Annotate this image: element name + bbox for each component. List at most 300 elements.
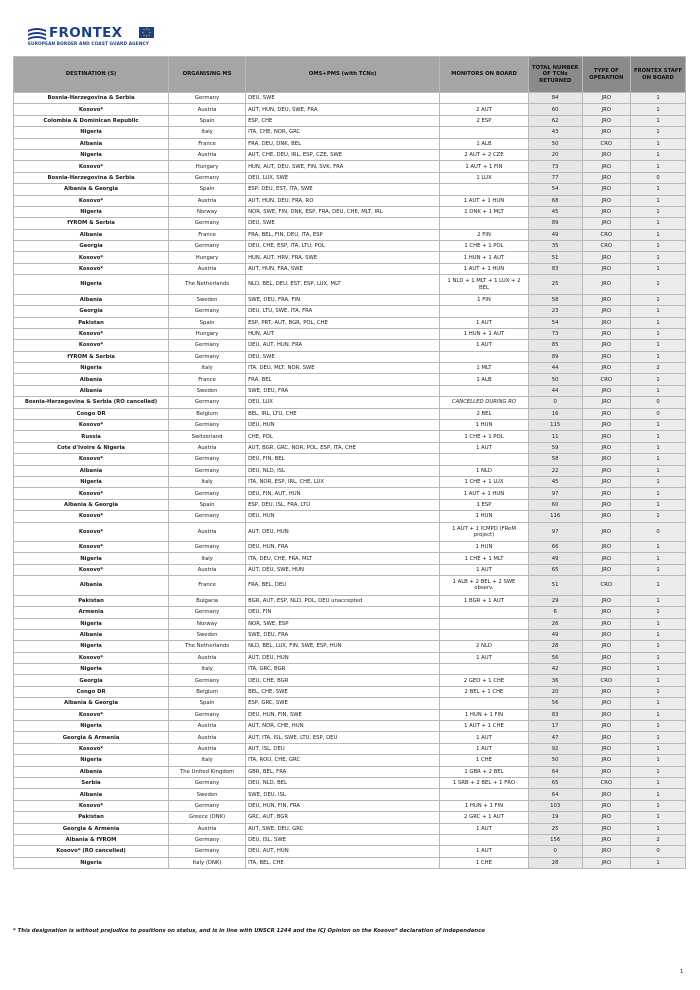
total-returned-cell: 116 xyxy=(528,511,582,522)
organising-ms-cell: Austria xyxy=(169,721,246,732)
organising-ms-cell: Germany xyxy=(169,241,246,252)
frontex-staff-cell: 1 xyxy=(631,294,686,305)
frontex-staff-cell: 1 xyxy=(631,127,686,138)
frontex-staff-cell: 1 xyxy=(631,263,686,274)
organising-ms-cell: Germany xyxy=(169,607,246,618)
monitors-cell: 2 NLD xyxy=(440,641,529,652)
oms-pms-cell: AUT, ISL, DEU xyxy=(246,743,440,754)
total-returned-cell: 65 xyxy=(528,564,582,575)
oms-pms-cell: ITA, ROU, CHE, GRC xyxy=(246,755,440,766)
destination-cell: Kosovo* xyxy=(14,800,169,811)
total-returned-cell: 97 xyxy=(528,488,582,499)
organising-ms-cell: Norway xyxy=(169,618,246,629)
destination-cell: Albania xyxy=(14,374,169,385)
table-row xyxy=(14,846,686,857)
monitors-cell: 1 AUT + 1 HUN xyxy=(440,195,529,206)
destination-cell: Georgia xyxy=(14,241,169,252)
type-of-operation-cell: JRO xyxy=(582,477,631,488)
organising-ms-cell: Sweden xyxy=(169,789,246,800)
type-of-operation-cell: JRO xyxy=(582,664,631,675)
frontex-staff-cell: 1 xyxy=(631,275,686,295)
table-row xyxy=(14,576,686,596)
monitors-cell: 1 HUN + 1 AUT xyxy=(440,328,529,339)
oms-pms-cell: SWE, DEU, FRA xyxy=(246,385,440,396)
type-of-operation-cell: JRO xyxy=(582,743,631,754)
table-row xyxy=(14,374,686,385)
type-of-operation-cell: JRO xyxy=(582,104,631,115)
type-of-operation-cell: JRO xyxy=(582,511,631,522)
table-row xyxy=(14,317,686,328)
monitors-cell: 1 CHE + 1 LUX xyxy=(440,477,529,488)
table-row xyxy=(14,104,686,115)
organising-ms-cell: Germany xyxy=(169,172,246,183)
frontex-staff-cell: 1 xyxy=(631,431,686,442)
oms-pms-cell: DEU, FIN, AUT, HUN xyxy=(246,488,440,499)
organising-ms-cell: Germany xyxy=(169,542,246,553)
oms-pms-cell: DEU, SWE xyxy=(246,218,440,229)
table-row xyxy=(14,766,686,777)
table-row xyxy=(14,442,686,453)
destination-cell: Kosovo* xyxy=(14,709,169,720)
frontex-staff-cell: 1 xyxy=(631,755,686,766)
table-row xyxy=(14,138,686,149)
destination-cell: Nigeria xyxy=(14,641,169,652)
total-returned-cell: 85 xyxy=(528,340,582,351)
oms-pms-cell: ESP, CHE xyxy=(246,115,440,126)
total-returned-cell: 65 xyxy=(528,777,582,788)
oms-pms-cell: ITA, CHE, NOR, GRC xyxy=(246,127,440,138)
table-row xyxy=(14,777,686,788)
frontex-staff-cell: 2 xyxy=(631,363,686,374)
table-row xyxy=(14,363,686,374)
table-row xyxy=(14,686,686,697)
table-row xyxy=(14,431,686,442)
total-returned-cell: 44 xyxy=(528,385,582,396)
total-returned-cell: 56 xyxy=(528,698,582,709)
oms-pms-cell: DEU, AUT, HUN xyxy=(246,846,440,857)
organising-ms-cell: Germany xyxy=(169,351,246,362)
frontex-staff-cell: 1 xyxy=(631,686,686,697)
type-of-operation-cell: JRO xyxy=(582,732,631,743)
oms-pms-cell: AUT, HUN, DEU, SWE, FRA xyxy=(246,104,440,115)
type-of-operation-cell: JRO xyxy=(582,522,631,542)
destination-cell: Congo DR xyxy=(14,686,169,697)
type-of-operation-cell: JRO xyxy=(582,629,631,640)
table-row xyxy=(14,263,686,274)
monitors-cell: 1 HUN + 1 FIN xyxy=(440,709,529,720)
frontex-staff-cell: 1 xyxy=(631,823,686,834)
total-returned-cell: 92 xyxy=(528,743,582,754)
organising-ms-cell: Hungary xyxy=(169,161,246,172)
destination-cell: Nigeria xyxy=(14,857,169,868)
organising-ms-cell: Germany xyxy=(169,454,246,465)
oms-pms-cell: GRC, AUT, BGR xyxy=(246,812,440,823)
oms-pms-cell: DEU, LTU, SWE, ITA, FRA xyxy=(246,306,440,317)
table-row xyxy=(14,351,686,362)
frontex-staff-cell: 1 xyxy=(631,351,686,362)
oms-pms-cell: AUT, HUN, DEU, FRA, RO xyxy=(246,195,440,206)
type-of-operation-cell: JRO xyxy=(582,834,631,845)
type-of-operation-cell: JRO xyxy=(582,698,631,709)
oms-pms-cell: AUT, HUN, FRA, SWE xyxy=(246,263,440,274)
total-returned-cell: 51 xyxy=(528,252,582,263)
table-row xyxy=(14,477,686,488)
type-of-operation-cell: JRO xyxy=(582,823,631,834)
total-returned-cell: 97 xyxy=(528,522,582,542)
total-returned-cell: 50 xyxy=(528,138,582,149)
total-returned-cell: 49 xyxy=(528,553,582,564)
frontex-staff-cell: 0 xyxy=(631,408,686,419)
total-returned-cell: 45 xyxy=(528,206,582,217)
return-operations-table xyxy=(13,56,686,869)
organising-ms-cell: Greece (DNK) xyxy=(169,812,246,823)
oms-pms-cell: AUT, DEU, HUN xyxy=(246,522,440,542)
table-row xyxy=(14,161,686,172)
monitors-cell xyxy=(440,618,529,629)
organising-ms-cell: Belgium xyxy=(169,408,246,419)
type-of-operation-cell: JRO xyxy=(582,93,631,104)
oms-pms-cell: FRA, BEL, FIN, DEU, ITA, ESP xyxy=(246,229,440,240)
total-returned-cell: 28 xyxy=(528,641,582,652)
destination-cell: Kosovo* xyxy=(14,340,169,351)
table-row xyxy=(14,664,686,675)
type-of-operation-cell: JRO xyxy=(582,618,631,629)
frontex-staff-cell: 1 xyxy=(631,149,686,160)
destination-cell: Albania & Georgia xyxy=(14,499,169,510)
destination-cell: Nigeria xyxy=(14,755,169,766)
header-oms-pms: OMS+PMS (with TCNs) xyxy=(246,57,440,93)
monitors-cell: 1 CHE + 1 POL xyxy=(440,431,529,442)
oms-pms-cell: HUN, AUT, DEU, SWE, FIN, SVK, FRA xyxy=(246,161,440,172)
destination-cell: fYROM & Serbia xyxy=(14,351,169,362)
total-returned-cell: 66 xyxy=(528,542,582,553)
monitors-cell: 1 AUT xyxy=(440,317,529,328)
oms-pms-cell: AUT, CHE, DEU, IRL, ESP, CZE, SWE xyxy=(246,149,440,160)
frontex-staff-cell: 1 xyxy=(631,618,686,629)
monitors-cell xyxy=(440,351,529,362)
type-of-operation-cell: JRO xyxy=(582,351,631,362)
type-of-operation-cell: JRO xyxy=(582,499,631,510)
oms-pms-cell: SWE, DEU, FRA xyxy=(246,629,440,640)
page-number: 1 xyxy=(680,969,684,975)
frontex-staff-cell: 1 xyxy=(631,576,686,596)
oms-pms-cell: AUT, DEU, HUN xyxy=(246,652,440,663)
destination-cell: Georgia & Armenia xyxy=(14,823,169,834)
table-row xyxy=(14,408,686,419)
total-returned-cell: 17 xyxy=(528,721,582,732)
oms-pms-cell: DEU, HUN, FIN, SWE xyxy=(246,709,440,720)
table-row xyxy=(14,340,686,351)
table-row xyxy=(14,184,686,195)
monitors-cell: 1 HUN xyxy=(440,542,529,553)
table-row xyxy=(14,542,686,553)
frontex-staff-cell: 1 xyxy=(631,564,686,575)
frontex-staff-cell: 1 xyxy=(631,766,686,777)
type-of-operation-cell: JRO xyxy=(582,218,631,229)
monitors-cell: 1 HUN xyxy=(440,420,529,431)
oms-pms-cell: GBR, BEL, FRA xyxy=(246,766,440,777)
frontex-staff-cell: 1 xyxy=(631,138,686,149)
table-header-row xyxy=(14,57,686,93)
organising-ms-cell: Bulgaria xyxy=(169,595,246,606)
organising-ms-cell: Austria xyxy=(169,743,246,754)
organising-ms-cell: Germany xyxy=(169,675,246,686)
type-of-operation-cell: JRO xyxy=(582,275,631,295)
monitors-cell: 1 FIN xyxy=(440,294,529,305)
destination-cell: fYROM & Serbia xyxy=(14,218,169,229)
destination-cell: Kosovo* xyxy=(14,542,169,553)
oms-pms-cell: AUT, SWE, DEU, GRC xyxy=(246,823,440,834)
oms-pms-cell: ITA, GRC, BGR xyxy=(246,664,440,675)
monitors-cell: 1 AUT xyxy=(440,743,529,754)
organising-ms-cell: Spain xyxy=(169,115,246,126)
destination-cell: Nigeria xyxy=(14,206,169,217)
type-of-operation-cell: JRO xyxy=(582,206,631,217)
table-row xyxy=(14,306,686,317)
destination-cell: Bosnia-Herzegovina & Serbia xyxy=(14,172,169,183)
monitors-cell: 1 AUT xyxy=(440,823,529,834)
organising-ms-cell: Norway xyxy=(169,206,246,217)
organising-ms-cell: Germany xyxy=(169,511,246,522)
oms-pms-cell: DEU, FIN xyxy=(246,607,440,618)
frontex-staff-cell: 1 xyxy=(631,374,686,385)
monitors-cell: 1 SRB + 2 BEL + 1 FRO xyxy=(440,777,529,788)
table-row xyxy=(14,823,686,834)
table-row xyxy=(14,553,686,564)
frontex-staff-cell: 1 xyxy=(631,698,686,709)
total-returned-cell: 22 xyxy=(528,465,582,476)
destination-cell: Armenia xyxy=(14,607,169,618)
frontex-staff-cell: 1 xyxy=(631,542,686,553)
type-of-operation-cell: JRO xyxy=(582,553,631,564)
organising-ms-cell: Italy (DNK) xyxy=(169,857,246,868)
type-of-operation-cell: JRO xyxy=(582,328,631,339)
monitors-cell xyxy=(440,385,529,396)
destination-cell: Nigeria xyxy=(14,363,169,374)
total-returned-cell: 11 xyxy=(528,431,582,442)
frontex-staff-cell: 1 xyxy=(631,184,686,195)
organising-ms-cell: Austria xyxy=(169,104,246,115)
monitors-cell xyxy=(440,184,529,195)
frontex-staff-cell: 1 xyxy=(631,93,686,104)
organising-ms-cell: Hungary xyxy=(169,328,246,339)
destination-cell: Colombia & Dominican Republic xyxy=(14,115,169,126)
destination-cell: Albania xyxy=(14,385,169,396)
monitors-cell: 1 AUT + 1 FIN xyxy=(440,161,529,172)
type-of-operation-cell: JRO xyxy=(582,184,631,195)
oms-pms-cell: FRA, DEU, DNK, BEL xyxy=(246,138,440,149)
frontex-staff-cell: 1 xyxy=(631,385,686,396)
organising-ms-cell: Germany xyxy=(169,340,246,351)
destination-cell: Kosovo* xyxy=(14,263,169,274)
type-of-operation-cell: JRO xyxy=(582,195,631,206)
destination-cell: Nigeria xyxy=(14,127,169,138)
monitors-cell xyxy=(440,629,529,640)
oms-pms-cell: DEU, CHE, ESP, ITA, LTU, POL xyxy=(246,241,440,252)
frontex-staff-cell: 1 xyxy=(631,857,686,868)
table-row xyxy=(14,522,686,542)
monitors-cell: CANCELLED DURING RO xyxy=(440,397,529,408)
table-row xyxy=(14,595,686,606)
frontex-staff-cell: 1 xyxy=(631,553,686,564)
monitors-cell xyxy=(440,93,529,104)
type-of-operation-cell: JRO xyxy=(582,652,631,663)
type-of-operation-cell: JRO xyxy=(582,408,631,419)
table-row xyxy=(14,420,686,431)
organising-ms-cell: The Netherlands xyxy=(169,641,246,652)
table-row xyxy=(14,206,686,217)
table-row xyxy=(14,743,686,754)
destination-cell: Albania xyxy=(14,294,169,305)
table-row xyxy=(14,195,686,206)
destination-cell: Kosovo* xyxy=(14,652,169,663)
monitors-cell xyxy=(440,664,529,675)
frontex-logo xyxy=(28,27,152,49)
destination-cell: Nigeria xyxy=(14,553,169,564)
oms-pms-cell: HUN, AUT xyxy=(246,328,440,339)
header-type-of-operation: TYPE OF OPERATION xyxy=(582,57,631,93)
frontex-emblem-icon xyxy=(28,27,46,41)
total-returned-cell: 54 xyxy=(528,184,582,195)
type-of-operation-cell: CRO xyxy=(582,576,631,596)
frontex-staff-cell: 2 xyxy=(631,834,686,845)
monitors-cell: 1 AUT xyxy=(440,732,529,743)
oms-pms-cell: BEL, CHE, SWE xyxy=(246,686,440,697)
monitors-cell: 2 GRC + 1 AUT xyxy=(440,812,529,823)
type-of-operation-cell: JRO xyxy=(582,263,631,274)
total-returned-cell: 29 xyxy=(528,595,582,606)
destination-cell: Kosovo* xyxy=(14,195,169,206)
table-row xyxy=(14,172,686,183)
frontex-staff-cell: 1 xyxy=(631,241,686,252)
monitors-cell xyxy=(440,698,529,709)
frontex-staff-cell: 1 xyxy=(631,218,686,229)
table-row xyxy=(14,454,686,465)
destination-cell: Georgia & Armenia xyxy=(14,732,169,743)
organising-ms-cell: Italy xyxy=(169,755,246,766)
destination-cell: Kosovo* (RO cancelled) xyxy=(14,846,169,857)
monitors-cell: 1 HUN + 1 AUT xyxy=(440,252,529,263)
total-returned-cell: 42 xyxy=(528,664,582,675)
type-of-operation-cell: JRO xyxy=(582,465,631,476)
total-returned-cell: 25 xyxy=(528,823,582,834)
type-of-operation-cell: JRO xyxy=(582,397,631,408)
destination-cell: Albania xyxy=(14,576,169,596)
monitors-cell: 1 NLD + 1 MLT + 1 LUX + 2 BEL xyxy=(440,275,529,295)
type-of-operation-cell: JRO xyxy=(582,306,631,317)
frontex-staff-cell: 1 xyxy=(631,499,686,510)
frontex-staff-cell: 0 xyxy=(631,397,686,408)
type-of-operation-cell: JRO xyxy=(582,172,631,183)
table-row xyxy=(14,511,686,522)
frontex-staff-cell: 0 xyxy=(631,172,686,183)
type-of-operation-cell: JRO xyxy=(582,420,631,431)
monitors-cell: 1 AUT xyxy=(440,564,529,575)
table-row xyxy=(14,564,686,575)
organising-ms-cell: Hungary xyxy=(169,252,246,263)
oms-pms-cell: BEL, IRL, LTU, CHE xyxy=(246,408,440,419)
frontex-staff-cell: 1 xyxy=(631,743,686,754)
destination-cell: Kosovo* xyxy=(14,511,169,522)
oms-pms-cell: DEU, NLD, BEL xyxy=(246,777,440,788)
total-returned-cell: 19 xyxy=(528,812,582,823)
type-of-operation-cell: JRO xyxy=(582,766,631,777)
destination-cell: Nigeria xyxy=(14,618,169,629)
frontex-staff-cell: 0 xyxy=(631,522,686,542)
organising-ms-cell: Austria xyxy=(169,522,246,542)
oms-pms-cell: FRA, BEL xyxy=(246,374,440,385)
monitors-cell: 1 HUN xyxy=(440,511,529,522)
oms-pms-cell: ITA, DEU, MLT, NOR, SWE xyxy=(246,363,440,374)
monitors-cell: 2 FIN xyxy=(440,229,529,240)
type-of-operation-cell: JRO xyxy=(582,340,631,351)
destination-cell: Kosovo* xyxy=(14,252,169,263)
destination-cell: Albania xyxy=(14,766,169,777)
monitors-cell xyxy=(440,607,529,618)
total-returned-cell: 47 xyxy=(528,732,582,743)
oms-pms-cell: DEU, AUT, HUN, FRA xyxy=(246,340,440,351)
type-of-operation-cell: JRO xyxy=(582,789,631,800)
monitors-cell: 1 HUN + 1 FIN xyxy=(440,800,529,811)
total-returned-cell: 26 xyxy=(528,618,582,629)
total-returned-cell: 43 xyxy=(528,127,582,138)
table-row xyxy=(14,618,686,629)
oms-pms-cell: DEU, HUN xyxy=(246,420,440,431)
type-of-operation-cell: JRO xyxy=(582,857,631,868)
oms-pms-cell: NOR, SWE, ESP xyxy=(246,618,440,629)
oms-pms-cell: AUT, DEU, SWE, HUN xyxy=(246,564,440,575)
monitors-cell: 1 CHE xyxy=(440,755,529,766)
monitors-cell: 1 AUT xyxy=(440,340,529,351)
organising-ms-cell: France xyxy=(169,138,246,149)
table-row xyxy=(14,812,686,823)
oms-pms-cell: SWE, DEU, ISL xyxy=(246,789,440,800)
destination-cell: Cote d'Ivoire & Nigeria xyxy=(14,442,169,453)
oms-pms-cell: BGR, AUT, ESP, NLD, POL, DEU unaccepted xyxy=(246,595,440,606)
table-row xyxy=(14,499,686,510)
destination-cell: Albania & Georgia xyxy=(14,184,169,195)
frontex-staff-cell: 1 xyxy=(631,420,686,431)
monitors-cell: 1 LUX xyxy=(440,172,529,183)
organising-ms-cell: The United Kingdom xyxy=(169,766,246,777)
oms-pms-cell: SWE, DEU, FRA, FIN xyxy=(246,294,440,305)
organising-ms-cell: Sweden xyxy=(169,385,246,396)
total-returned-cell: 6 xyxy=(528,607,582,618)
destination-cell: Albania xyxy=(14,789,169,800)
destination-cell: Albania & fYROM xyxy=(14,834,169,845)
destination-cell: Pakistan xyxy=(14,595,169,606)
frontex-staff-cell: 1 xyxy=(631,607,686,618)
type-of-operation-cell: JRO xyxy=(582,317,631,328)
total-returned-cell: 0 xyxy=(528,846,582,857)
organising-ms-cell: Austria xyxy=(169,652,246,663)
table-row xyxy=(14,218,686,229)
total-returned-cell: 60 xyxy=(528,499,582,510)
organising-ms-cell: Germany xyxy=(169,465,246,476)
organising-ms-cell: Germany xyxy=(169,800,246,811)
frontex-staff-cell: 1 xyxy=(631,595,686,606)
monitors-cell xyxy=(440,218,529,229)
frontex-staff-cell: 1 xyxy=(631,709,686,720)
total-returned-cell: 64 xyxy=(528,766,582,777)
oms-pms-cell: DEU, SWE xyxy=(246,93,440,104)
destination-cell: Georgia xyxy=(14,306,169,317)
total-returned-cell: 77 xyxy=(528,172,582,183)
table-row xyxy=(14,385,686,396)
frontex-staff-cell: 1 xyxy=(631,675,686,686)
total-returned-cell: 58 xyxy=(528,454,582,465)
monitors-cell: 2 AUT xyxy=(440,104,529,115)
